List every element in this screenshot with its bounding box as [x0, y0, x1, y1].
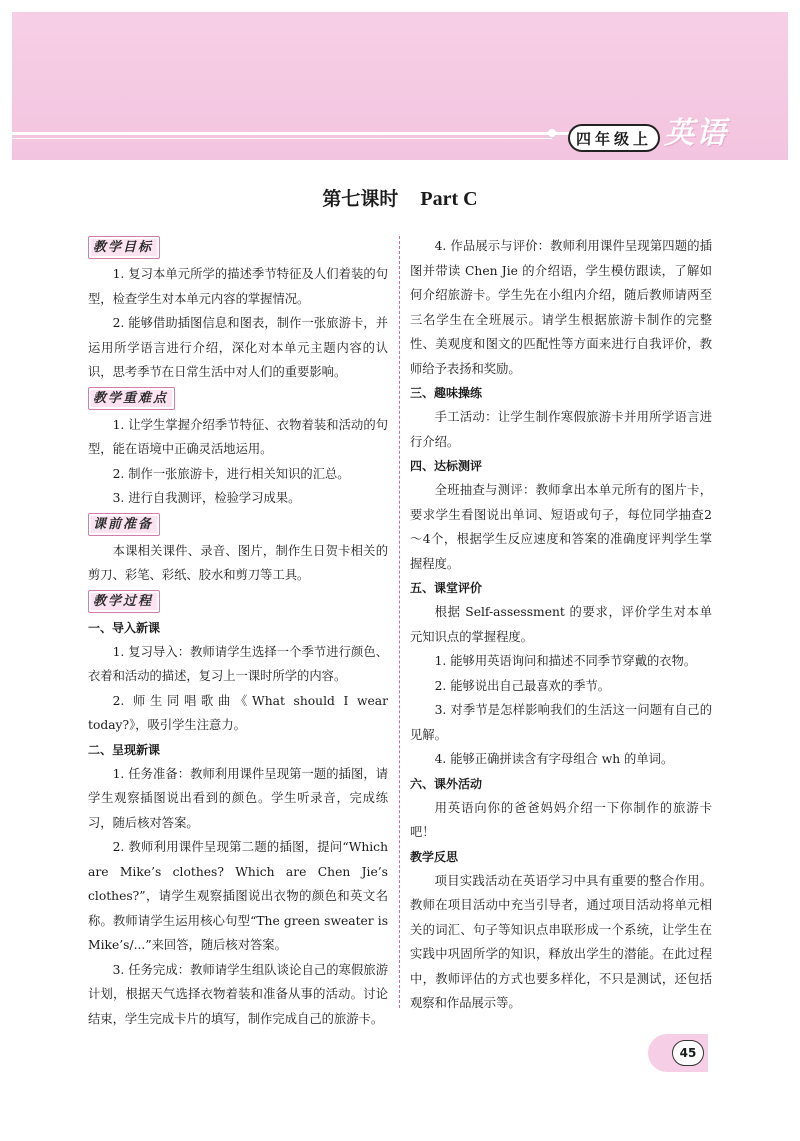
objectives-badge: 教学目标 [88, 236, 160, 259]
section-5-item-3: 3. 对季节是怎样影响我们的生活这一问题有自己的见解。 [410, 703, 712, 742]
grade-label: 四年级上 [568, 124, 660, 152]
section-4-para: 全班抽查与测评：教师拿出本单元所有的图片卡，要求学生看图说出单词、短语或句子，每位同学抽查2～4个，根据学生反应速度和答案的准确度评判学生掌握程度。 [410, 483, 712, 571]
header-divider-line [12, 132, 572, 135]
section-2-title: 二、呈现新课 [88, 742, 161, 757]
section-5-item-2: 2. 能够说出自己最喜欢的季节。 [434, 678, 611, 693]
reflection-title: 教学反思 [410, 849, 459, 864]
page-number: 45 [672, 1040, 704, 1066]
keypoint-3: 3. 进行自我测评，检验学习成果。 [112, 491, 301, 505]
section-6-para: 用英语向你的爸爸妈妈介绍一下你制作的旅游卡吧！ [410, 800, 712, 839]
section-3-para: 手工活动：让学生制作寒假旅游卡并用所学语言进行介绍。 [410, 410, 712, 449]
task-4-para: 4. 作品展示与评价：教师利用课件呈现第四题的插图并带读 Chen Jie 的介绍语，学生模仿跟读，了解如何介绍旅游卡。学生先在小组内介绍，随后教师请两至三名学生在全班展示。请学生根据旅游卡制作的完整性、美观度和图文的匹配性等方面来进行自我评价，教师给予表扬和奖励。 [410, 239, 712, 376]
prep-badge: 课前准备 [88, 513, 160, 536]
lesson-title [0, 184, 800, 211]
process-badge: 教学过程 [88, 590, 160, 613]
section-2-para-3: 3. 任务完成：教师请学生组队谈论自己的寒假旅游计划，根据天气选择衣物着装和准备从事的活动。讨论结束，学生完成卡片的填写，制作完成自己的旅游卡。 [88, 962, 388, 1026]
section-6-title: 六、课外活动 [410, 776, 483, 791]
section-2-para-2: 2. 教师利用课件呈现第二题的插图，提问“Which are Mike’s clothes? Which are Chen Jie’s clothes?”，请学生观察插图说出衣物的颜色和英文名称。教师请学生运用核心句型“The green sweater is Mike’s/...”来回答，随后核对答案。 [88, 840, 388, 952]
subject-logo: 英语 [664, 116, 728, 151]
section-1-title: 一、导入新课 [88, 620, 161, 635]
objective-1: 1. 复习本单元所学的描述季节特征及人们着装的句型，检查学生对本单元内容的掌握情况。 [88, 267, 388, 306]
section-1-para-1: 1. 复习导入：教师请学生选择一个季节进行颜色、衣着和活动的描述，复习上一课时所学的内容。 [88, 644, 388, 683]
section-1-para-2: 2. 师生同唱歌曲《What should I wear today?》，吸引学生注意力。 [88, 693, 388, 732]
reflection-para: 项目实践活动在英语学习中具有重要的整合作用。教师在项目活动中充当引导者，通过项目活动将单元相关的词汇、句子等知识点串联形成一个系统，让学生在实践中巩固所学的知识，释放出学生的潜能。在此过程中，教师评估的方式也要多样化，不只是测试，还包括观察和作品展示等。 [410, 873, 712, 1010]
keypoints-badge: 教学重难点 [88, 387, 175, 410]
section-5-para: 根据 Self-assessment 的要求，评价学生对本单元知识点的掌握程度。 [410, 605, 712, 644]
section-4-title: 四、达标测评 [410, 459, 483, 473]
lesson-title-part: Part C [420, 188, 478, 210]
right-column [410, 234, 712, 1016]
section-5-item-1: 1. 能够用英语询问和描述不同季节穿戴的衣物。 [434, 654, 697, 668]
section-2-para-1: 1. 任务准备：教师利用课件呈现第一题的插图，请学生观察插图说出看到的颜色。学生听录音，完成练习，随后核对答案。 [88, 766, 388, 830]
objective-2: 2. 能够借助插图信息和图表，制作一张旅游卡，并运用所学语言进行介绍，深化对本单元主题内容的认识，思考季节在日常生活中对人们的重要影响。 [88, 316, 388, 379]
prep-text: 本课相关课件、录音、图片，制作生日贺卡相关的剪刀、彩笔、彩纸、胶水和剪刀等工具。 [88, 543, 388, 582]
keypoint-2: 2. 制作一张旅游卡，进行相关知识的汇总。 [112, 466, 350, 481]
header-divider-line-thin [12, 138, 552, 139]
header-dot [548, 129, 556, 137]
lesson-title-main: 第七课时 [322, 188, 399, 210]
keypoint-1: 1. 让学生掌握介绍季节特征、衣物着装和活动的句型，能在语境中正确灵活地运用。 [88, 417, 388, 456]
left-column [88, 234, 388, 1031]
section-3-title: 三、趣味操练 [410, 386, 483, 400]
section-5-title: 五、课堂评价 [410, 581, 483, 595]
section-5-item-4: 4. 能够正确拼读含有字母组合 wh 的单词。 [434, 752, 674, 766]
column-divider [399, 236, 400, 1008]
